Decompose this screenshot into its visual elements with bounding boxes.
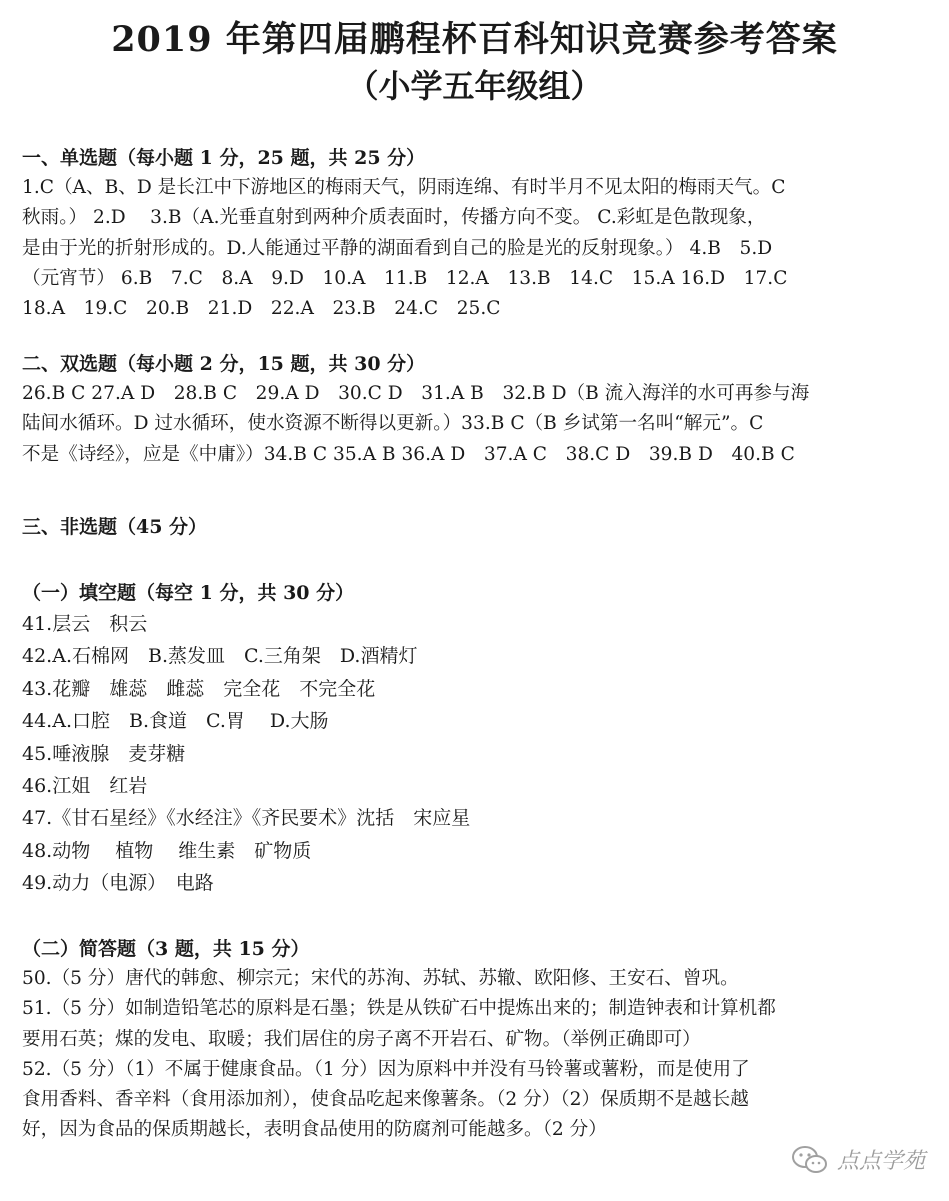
answer-item: 43.花瓣 雄蕊 雌蕊 完全花 不完全花 bbox=[22, 677, 376, 700]
answer-line: 1.C（A、B、D 是长江中下游地区的梅雨天气，阴雨连绵、有时半月不见太阳的梅雨天气。C bbox=[22, 177, 786, 198]
answer-item: 42.A.石棉网 B.蒸发皿 C.三角架 D.酒精灯 bbox=[22, 645, 418, 668]
answer-line: 食用香料、香辛料（食用添加剂），使食品吃起来像薯条。（2 分）（2）保质期不是越长越 bbox=[22, 1089, 749, 1111]
answer-line: 不是《诗经》，应是《中庸》）34.B C 35.A B 36.A D 37.A C 38.C D 39.B D 40.B C bbox=[22, 443, 795, 465]
section-heading: 二、双选题（每小题 2 分，15 题，共 30 分） bbox=[22, 353, 426, 375]
answer-item: 45.唾液腺 麦芽糖 bbox=[22, 742, 186, 765]
watermark bbox=[791, 1144, 925, 1175]
section-heading: 三、非选题（45 分） bbox=[22, 516, 208, 538]
answer-line: 18.A 19.C 20.B 21.D 22.A 23.B 24.C 25.C bbox=[22, 298, 501, 320]
answer-line: 50.（5 分）唐代的韩愈、柳宗元；宋代的苏洵、苏轼、苏辙、欧阳修、王安石、曾巩。 bbox=[22, 968, 739, 989]
answer-item: 46.江姐 红岩 bbox=[22, 775, 148, 798]
answer-line: 要用石英；煤的发电、取暖；我们居住的房子离不开岩石、矿物。（举例正确即可） bbox=[22, 1028, 701, 1050]
section-heading: 一、单选题（每小题 1 分，25 题，共 25 分） bbox=[22, 147, 426, 169]
answer-line: 陆间水循环。D 过水循环，使水资源不断得以更新。）33.B C（B 乡试第一名叫“解元”。C bbox=[22, 413, 764, 435]
subsection-heading: （一）填空题（每空 1 分，共 30 分） bbox=[22, 582, 355, 604]
answer-item: 48.动物 植物 维生素 矿物质 bbox=[22, 839, 312, 862]
answer-item: 44.A.口腔 B.食道 C.胃 D.大肠 bbox=[22, 710, 329, 733]
answer-line: 好，因为食品的保质期越长，表明食品使用的防腐剂可能越多。（2 分） bbox=[22, 1119, 607, 1141]
answer-item: 47.《甘石星经》《水经注》《齐民要术》沈括 宋应星 bbox=[22, 807, 471, 830]
answer-line: 52.（5 分）（1）不属于健康食品。（1 分）因为原料中并没有马铃薯或薯粉，而是使用了 bbox=[22, 1058, 750, 1080]
answer-item: 49.动力（电源） 电路 bbox=[22, 872, 214, 895]
answer-line: （元宵节） 6.B 7.C 8.A 9.D 10.A 11.B 12.A 13.B 14.C 15.A 16.D 17.C bbox=[22, 267, 788, 289]
page-subtitle: （小学五年级组） bbox=[346, 67, 603, 105]
page-title: 2019 年第四届鹏程杯百科知识竞赛参考答案 bbox=[111, 19, 838, 60]
answer-line: 26.B C 27.A D 28.B C 29.A D 30.C D 31.A B 32.B D（B 流入海洋的水可再参与海 bbox=[22, 383, 810, 404]
section-non-choice bbox=[22, 512, 927, 542]
subsection-short-answer bbox=[22, 934, 927, 1146]
answer-item: 41.层云 积云 bbox=[22, 613, 148, 635]
answer-line: 秋雨。） 2.D 3.B（A.光垂直射到两种介质表面时，传播方向不变。 C.彩虹是色散现象， bbox=[22, 207, 766, 229]
wechat-icon bbox=[791, 1145, 829, 1175]
section-single-choice bbox=[22, 143, 927, 324]
answer-line: 51.（5 分）如制造铅笔芯的原料是石墨；铁是从铁矿石中提炼出来的；制造钟表和计算机都 bbox=[22, 998, 776, 1020]
subsection-fill-blank bbox=[22, 578, 927, 900]
subsection-heading: （二）简答题（3 题，共 15 分） bbox=[22, 938, 310, 960]
answer-line: 是由于光的折射形成的。D.人能通过平静的湖面看到自己的脸是光的反射现象。） 4.B 5.D bbox=[22, 237, 773, 259]
section-double-choice bbox=[22, 349, 927, 470]
watermark-text: 点点学苑 bbox=[836, 1149, 925, 1174]
